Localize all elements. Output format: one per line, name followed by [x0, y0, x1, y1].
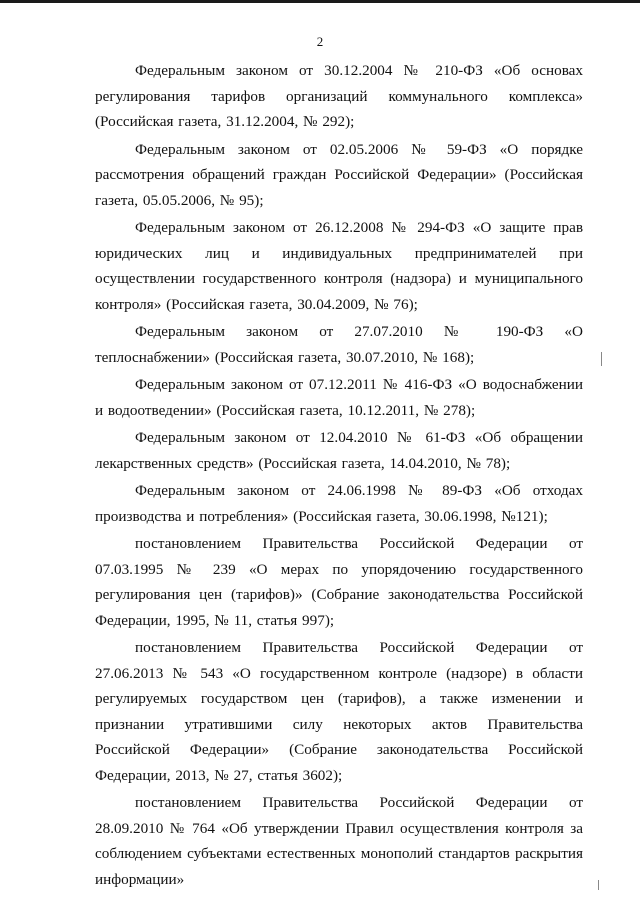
paragraph-postanovlenie-239: постановлением Правительства Российской Федерации от 07.03.1995 № 239 «О мерах по упорядочению государственного регулирования цен (тарифов)» (Собрание законодательства Российской Федерации, 1995, № 11, статья 997); [95, 535, 583, 629]
paragraph-fz-59: Федеральным законом от 02.05.2006 № 59-ФЗ «О порядке рассмотрения обращений граждан Российской Федерации» (Российская газета, 05.05.2006, № 95); [95, 140, 583, 209]
paragraph-fz-294: Федеральным законом от 26.12.2008 № 294-ФЗ «О защите прав юридических лиц и индивидуальных предпринимателей при осуществлении государственного контроля (надзора) и муниципального контроля» (Российская газета, 30.04.2009, № 76); [95, 219, 583, 313]
paragraph-postanovlenie-764: постановлением Правительства Российской Федерации от 28.09.2010 № 764 «Об утверждении Правил осуществления контроля за соблюдением субъектами естественных монополий стандартов раскрытия информации» [95, 794, 583, 888]
paragraph-fz-416: Федеральным законом от 07.12.2011 № 416-ФЗ «О водоснабжении и водоотведении» (Российская газета, 10.12.2011, № 278); [95, 376, 583, 419]
scan-margin-mark [601, 352, 602, 366]
page-number: 2 [316, 34, 324, 49]
paragraph-postanovlenie-543: постановлением Правительства Российской Федерации от 27.06.2013 № 543 «О государственном контроле (надзоре) в области регулируемых государством цен (тарифов), а также изменении и признании утратившими силу некоторых актов Правительства Российской Федерации» (Собрание законодательства Российской Федерации, 2013, № 27, статья 3602); [95, 639, 583, 784]
paragraph-fz-210: Федеральным законом от 30.12.2004 № 210-ФЗ «Об основах регулирования тарифов организаций коммунального комплекса» (Российская газета, 31.12.2004, № 292); [95, 62, 583, 130]
paragraph-fz-89: Федеральным законом от 24.06.1998 № 89-ФЗ «Об отходах производства и потребления» (Российская газета, 30.06.1998, №121); [95, 482, 583, 525]
paragraph-fz-61: Федеральным законом от 12.04.2010 № 61-ФЗ «Об обращении лекарственных средств» (Российская газета, 14.04.2010, № 78); [95, 429, 583, 472]
document-body [95, 58, 583, 892]
paragraph-fz-190: Федеральным законом от 27.07.2010 № 190-ФЗ «О теплоснабжении» (Российская газета, 30.07.2010, № 168); [95, 323, 583, 366]
scan-margin-mark [598, 880, 599, 890]
scan-top-edge [0, 0, 640, 3]
